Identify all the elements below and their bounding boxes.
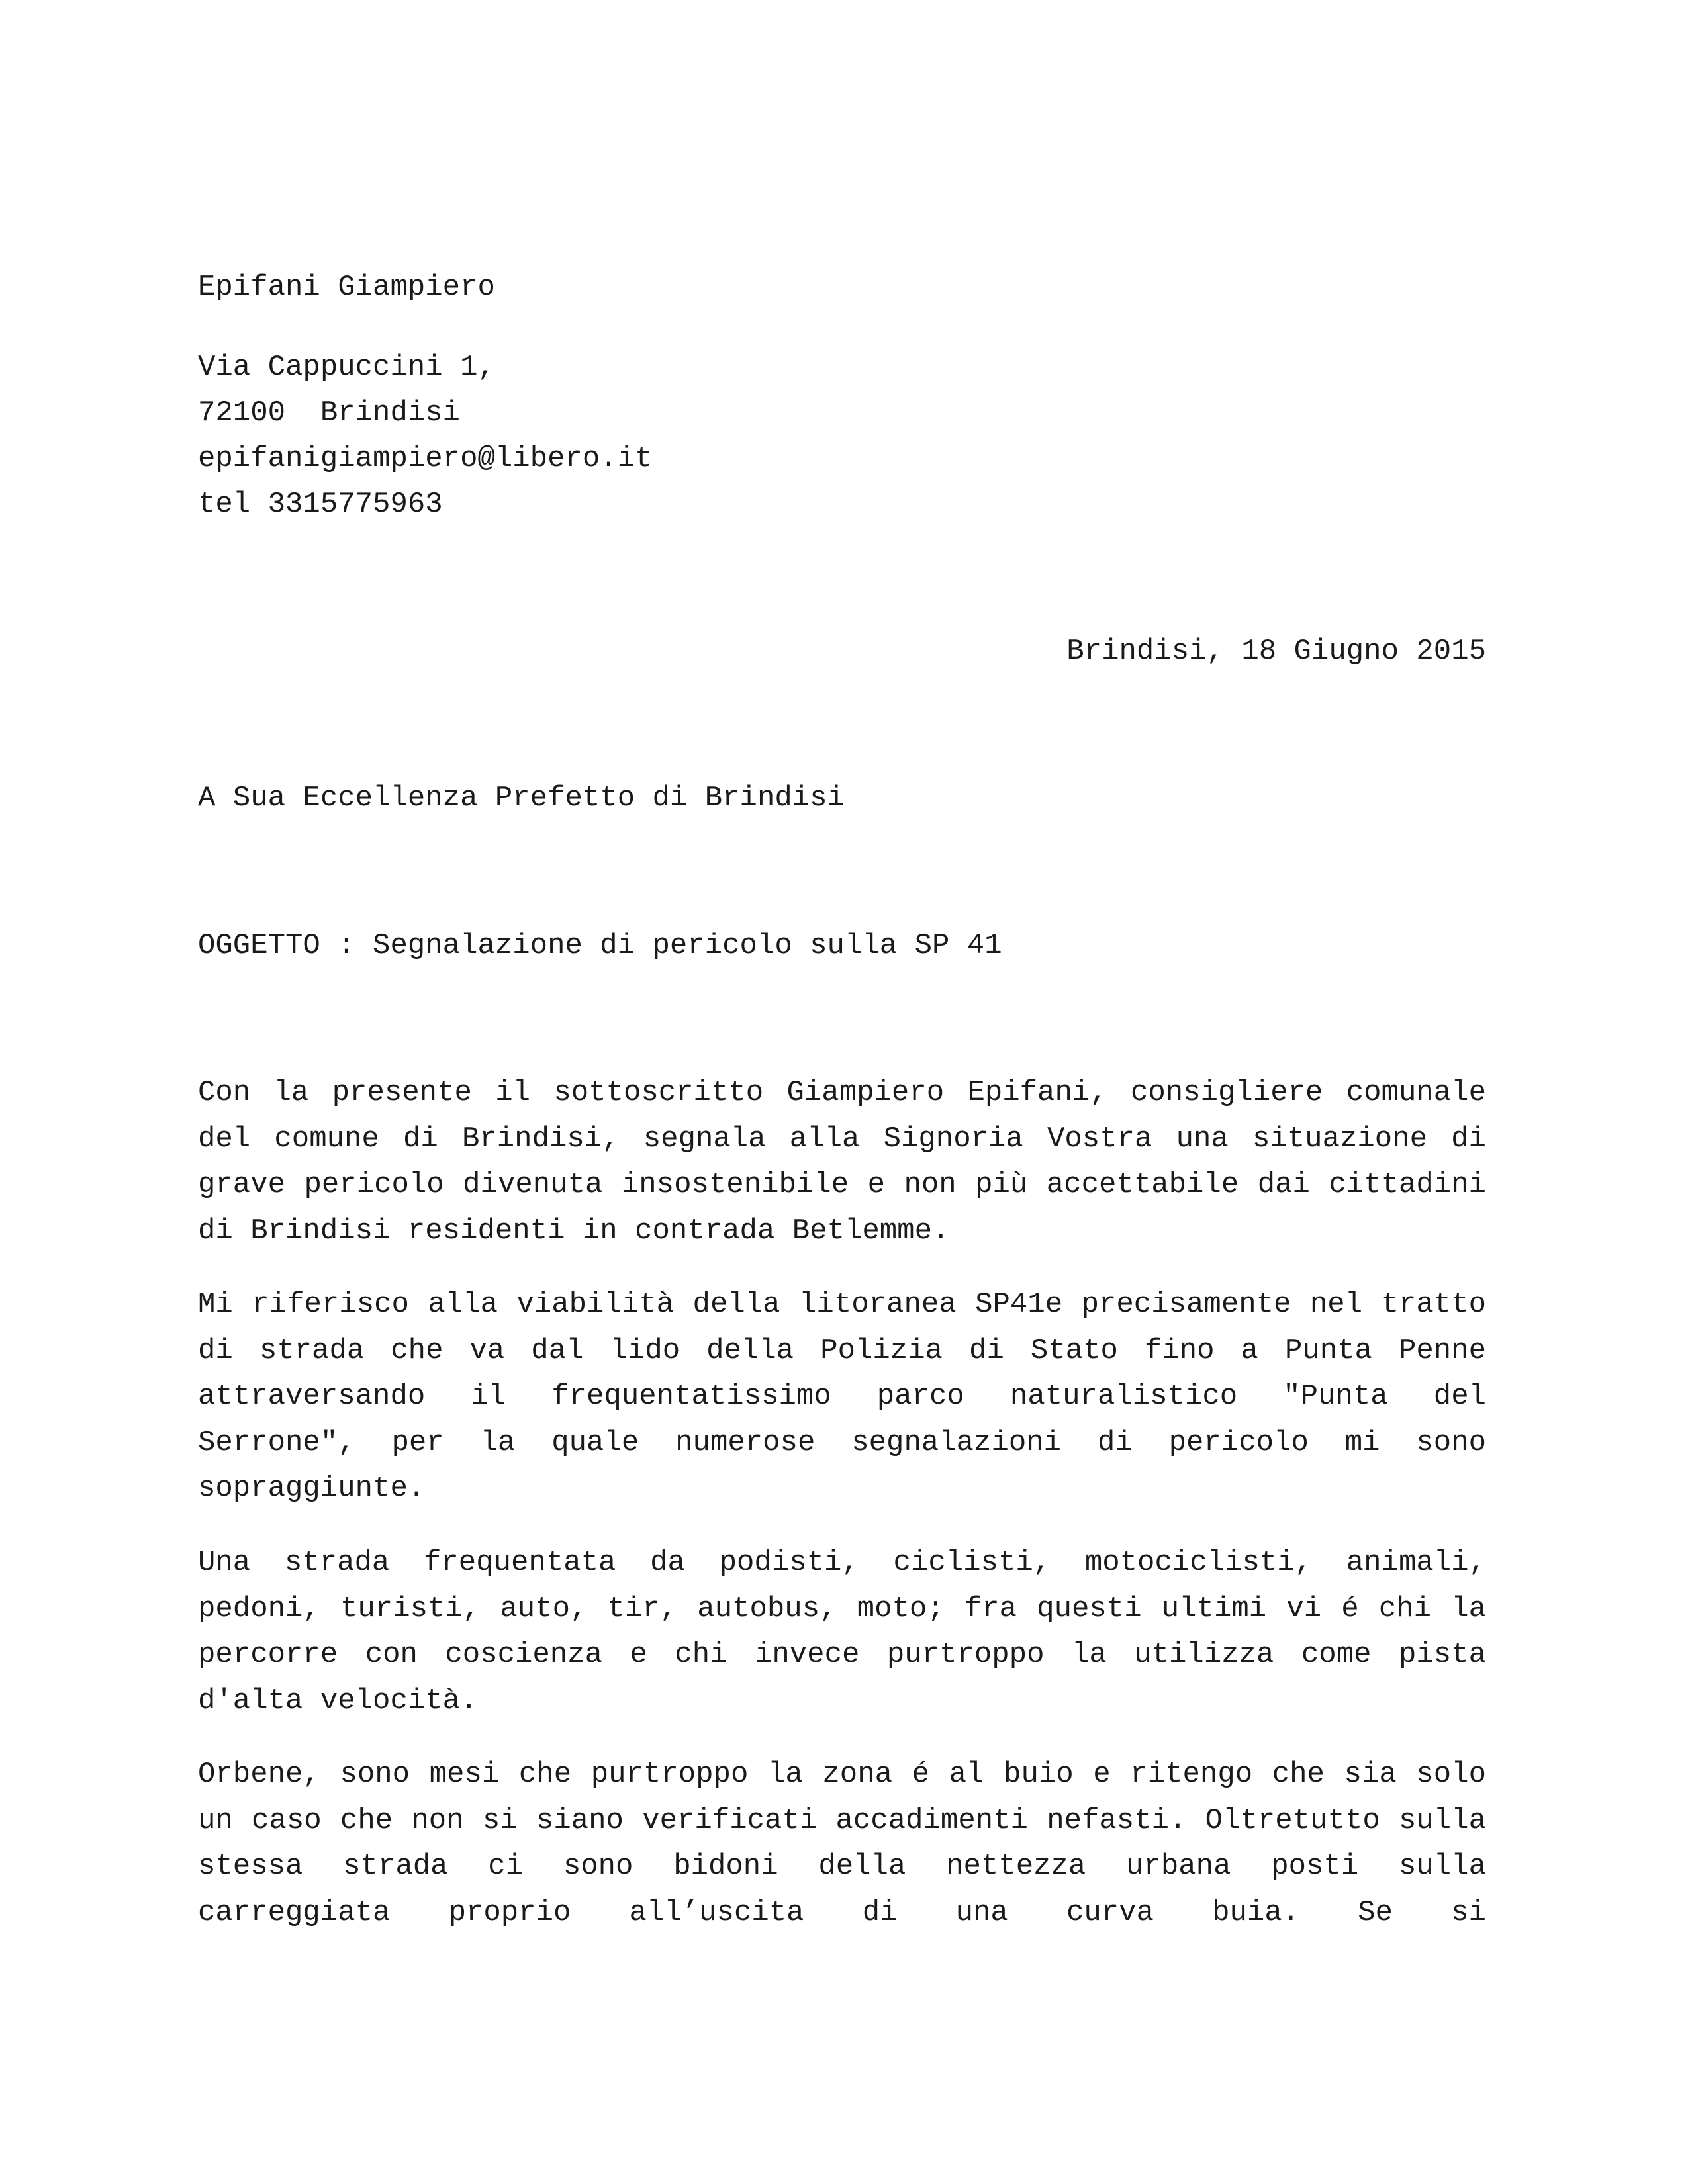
address-phone: tel 3315775963 xyxy=(198,488,443,521)
subject-line: OGGETTO : Segnalazione di pericolo sulla SP 41 xyxy=(198,929,1002,962)
body-paragraph-3: Una strada frequentata da podisti, ciclisti, motociclisti, animali, pedoni, turisti, auto, tir, autobus, moto; fra questi ultimi vi é chi la percorre con coscienza e chi invece purtroppo la utilizza come pista d'alta velocità. xyxy=(198,1546,1486,1717)
letter-date: Brindisi, 18 Giugno 2015 xyxy=(1066,635,1486,668)
recipient-line: A Sua Eccellenza Prefetto di Brindisi xyxy=(198,782,845,815)
body-paragraph-4: Orbene, sono mesi che purtroppo la zona é al buio e ritengo che sia solo un caso che non si siano verificati accadimenti nefasti. Oltretutto sulla stessa strada ci sono bidoni della nettezza urbana posti sulla carreggiata proprio all’uscita di una curva buia. Se si xyxy=(198,1758,1486,1929)
address-city: 72100 Brindisi xyxy=(198,396,461,430)
sender-address xyxy=(198,345,1486,527)
body-paragraph-1: Con la presente il sottoscritto Giampiero Epifani, consigliere comunale del comune di Brindisi, segnala alla Signoria Vostra una situazione di grave pericolo divenuta insostenibile e non più accettabile dai cittadini di Brindisi residenti in contrada Betlemme. xyxy=(198,1076,1486,1248)
sender-name: Epifani Giampiero xyxy=(198,271,495,304)
address-street: Via Cappuccini 1, xyxy=(198,351,495,384)
body-paragraph-2: Mi riferisco alla viabilità della litoranea SP41e precisamente nel tratto di strada che va dal lido della Polizia di Stato fino a Punta Penne attraversando il frequentatissimo parco naturalistico "Punta del Serrone", per la quale numerose segnalazioni di pericolo mi sono sopraggiunte. xyxy=(198,1288,1486,1505)
address-email: epifanigiampiero@libero.it xyxy=(198,442,653,475)
